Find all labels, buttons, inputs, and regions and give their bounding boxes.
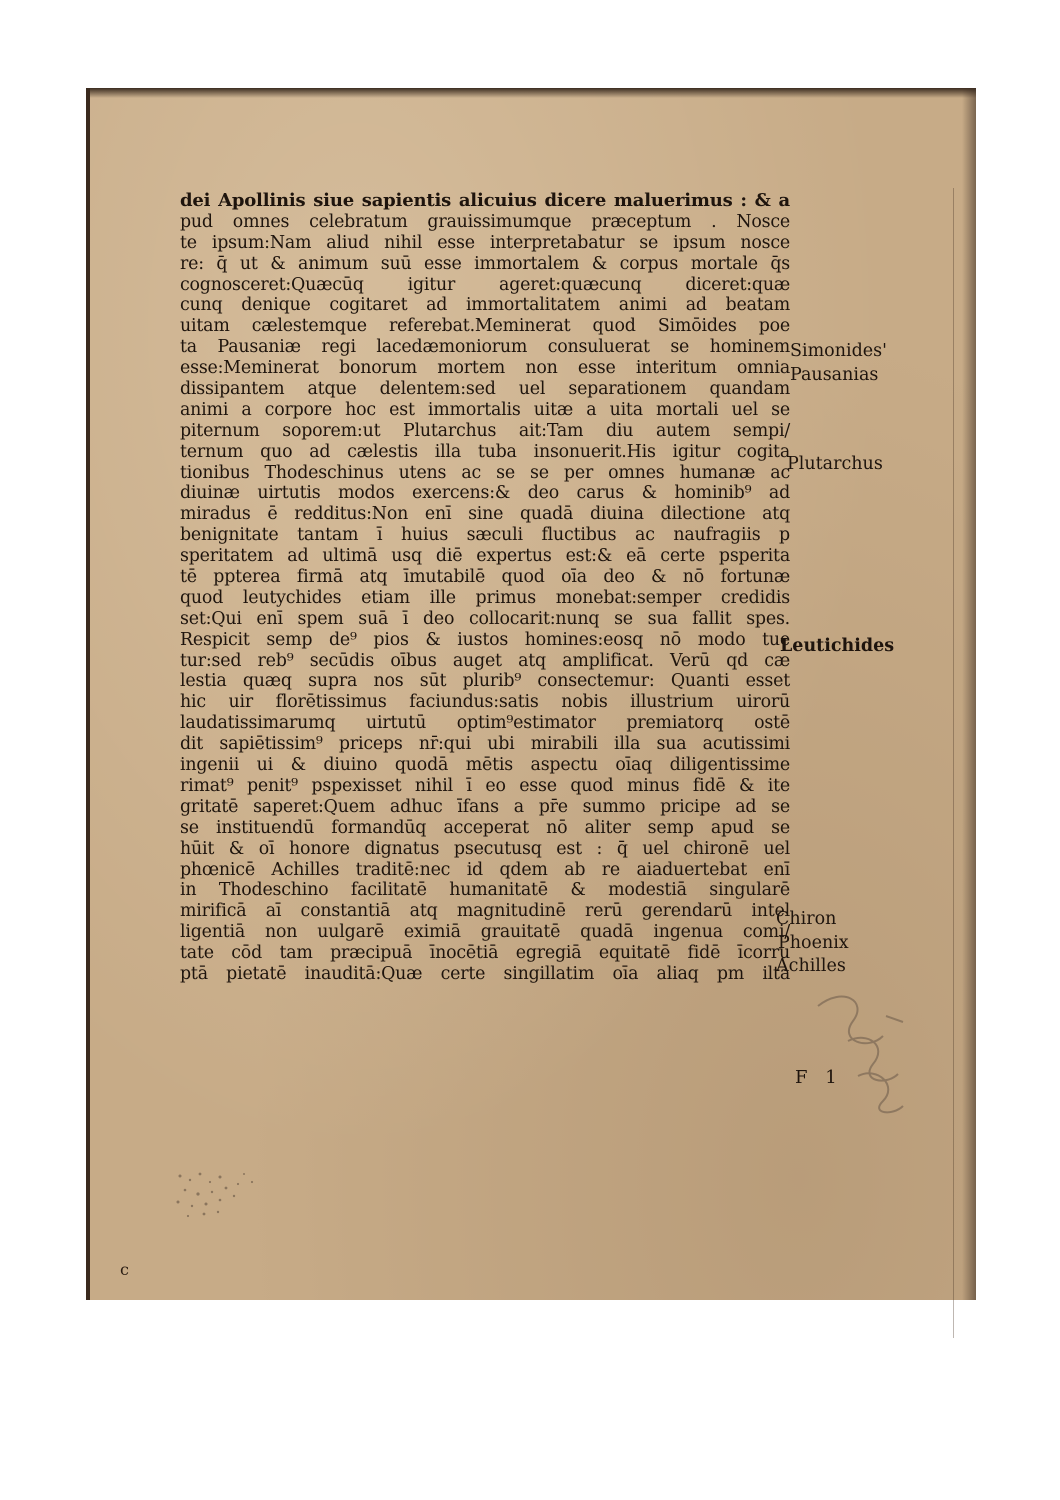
folio-signature: F 1 [795, 1067, 843, 1088]
page-right-edge [962, 88, 976, 1300]
text-line: animi a corpore hoc est immortalis uitæ a uita mortali uel se [180, 399, 790, 420]
text-line: hic uir florētissimus faciundus:satis nobis illustrium uirorū [180, 692, 790, 713]
margin-note-pausanias: Pausanias [790, 365, 879, 385]
text-line: Respicit semp de⁹ pios & iustos homines:eosq nō modo tue [180, 629, 790, 650]
text-line: laudatissimarumq uirtutū optim⁹estimator premiatorq ostē [180, 713, 790, 734]
margin-note-leutichides: Leutichides [780, 636, 895, 656]
text-line: cunq denique cogitaret ad immortalitatem animi ad beatam [180, 295, 790, 316]
main-text-block [180, 191, 790, 985]
text-line: in Thodeschino facilitatē humanitatē & modestiā singularē [180, 880, 790, 901]
text-line: se instituendū formandūq acceperat nō aliter semp apud se [180, 817, 790, 838]
text-line: cognosceret:Quæcūq igitur ageret:quæcunq diceret:quæ [180, 274, 790, 295]
text-line: ta Pausaniæ regi lacedæmoniorum consuluerat se hominem [180, 337, 790, 358]
text-line: ingenii ui & diuino quodā mētis aspectu oīaq diligentissime [180, 755, 790, 776]
margin-note-chiron: Chiron [776, 909, 837, 929]
text-line: ligentiā non uulgarē eximiā grauitatē quadā ingenua comi/ [180, 922, 790, 943]
text-line: phœnicē Achilles traditē:nec id qdem ab re aiaduertebat enī [180, 859, 790, 880]
text-line: piternum soporem:ut Plutarchus ait:Tam diu autem sempi/ [180, 420, 790, 441]
text-line: re: q̄ ut & animum suū esse immortalem & corpus mortale q̄s [180, 253, 790, 274]
margin-note-plutarchus: Plutarchus [787, 454, 883, 474]
text-line: te ipsum:Nam aliud nihil esse interpretabatur se ipsum nosce [180, 232, 790, 253]
margin-note-achilles: Achilles [776, 956, 846, 976]
text-line: esse:Meminerat bonorum mortem non esse interitum omnia [180, 358, 790, 379]
text-line: quod leutychides etiam ille primus monebat:semper credidis [180, 587, 790, 608]
corner-mark: c [120, 1260, 129, 1279]
text-line: miradus ē redditus:Non enī sine quadā diuina dilectione atq [180, 504, 790, 525]
text-line: gritatē saperet:Quem adhuc īfans a pr̄e summo pricipe ad se [180, 796, 790, 817]
text-line: benignitate tantam ī huius sæculi fluctibus ac naufragiis p [180, 525, 790, 546]
library-stamp-mark [798, 946, 908, 1116]
margin-note-phoenix: Phoenix [778, 933, 849, 953]
text-line: ternum quo ad cælestis illa tuba insonuerit.His igitur cogita [180, 441, 790, 462]
text-line: mirificā aī constantiā atq magnitudinē rerū gerendarū intel [180, 901, 790, 922]
text-line: uitam cælestemque referebat.Meminerat quod Simōides poe [180, 316, 790, 337]
text-line: rimat⁹ penit⁹ pspexisset nihil ī eo esse quod minus fidē & ite [180, 775, 790, 796]
text-line: tate cōd tam præcipuā īnocētiā egregiā equitatē fidē īcorru [180, 943, 790, 964]
text-line: ptā pietatē inauditā:Quæ certe singillatim oīa aliaq pm ilta [180, 963, 790, 984]
text-line: diuinæ uirtutis modos exercens:& deo carus & hominib⁹ ad [180, 483, 790, 504]
text-line: lestia quæq supra nos sūt plurib⁹ consectemur: Quanti esset [180, 671, 790, 692]
text-line: dit sapiētissim⁹ priceps nr̄:qui ubi mirabili illa sua acutissimi [180, 734, 790, 755]
text-line: speritatem ad ultimā usq diē expertus est:& eā certe psperita [180, 546, 790, 567]
text-line: pud omnes celebratum grauissimumque præceptum . Nosce [180, 211, 790, 232]
ruled-margin-line [953, 188, 954, 1338]
text-line: set:Qui enī spem suā ī deo collocarit:nunq se sua fallit spes. [180, 608, 790, 629]
text-line: dei Apollinis siue sapientis alicuius dicere maluerimus : & a [180, 190, 790, 211]
text-line: tionibus Thodeschinus utens ac se se per omnes humanæ ac [180, 462, 790, 483]
margin-note-simonides: Simonides' [790, 341, 887, 361]
text-line: hūit & oī honore dignatus psecutusq est : q̄ uel chironē uel [180, 838, 790, 859]
page-top-edge [90, 88, 976, 98]
text-line: tē ppterea firmā atq īmutabilē quod oīa deo & nō fortunæ [180, 567, 790, 588]
scanned-page [86, 88, 976, 1300]
ink-smudge [160, 1166, 270, 1226]
text-line: tur:sed reb⁹ secūdis oībus auget atq amplificat. Verū qd cæ [180, 650, 790, 671]
text-line: dissipantem atque delentem:sed uel separationem quandam [180, 379, 790, 400]
